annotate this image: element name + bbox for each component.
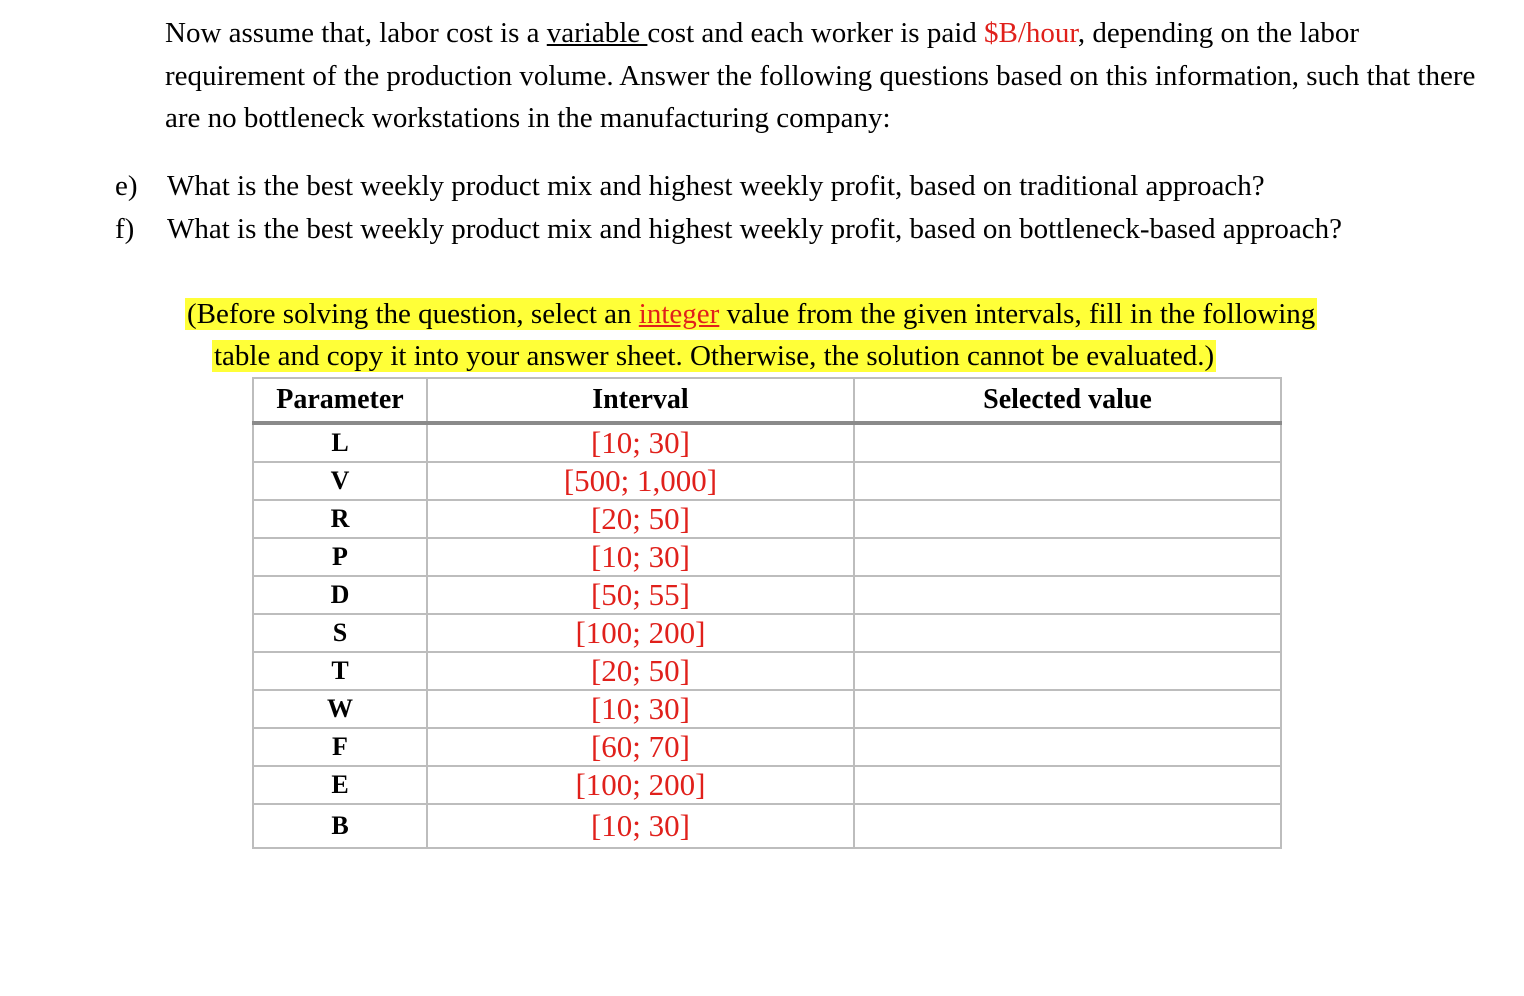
param-cell: P <box>253 538 427 576</box>
table-row <box>253 766 1281 804</box>
param-cell: W <box>253 690 427 728</box>
interval-cell: [500; 1,000] <box>427 462 854 500</box>
table-row <box>253 614 1281 652</box>
interval-cell: [10; 30] <box>427 804 854 848</box>
param-cell: R <box>253 500 427 538</box>
selected-value-cell[interactable] <box>854 614 1281 652</box>
intro-text-1: Now assume that, labor cost is a <box>165 17 547 49</box>
interval-cell: [10; 30] <box>427 538 854 576</box>
param-cell: S <box>253 614 427 652</box>
intro-text-2: cost and each worker is paid <box>647 17 985 49</box>
table-row <box>253 804 1281 848</box>
table-header-row <box>253 378 1281 423</box>
question-label: e) <box>115 170 138 202</box>
intro-underlined-word: variable <box>546 17 648 49</box>
param-cell: B <box>253 804 427 848</box>
selected-value-cell[interactable] <box>854 423 1281 462</box>
interval-cell: [60; 70] <box>427 728 854 766</box>
instruction-line-1 <box>185 294 1317 334</box>
param-cell: F <box>253 728 427 766</box>
header-parameter: Parameter <box>253 378 427 423</box>
question-label: f) <box>115 213 135 245</box>
instruction-text-1a: (Before solving the question, select an <box>187 298 639 330</box>
table-row <box>253 690 1281 728</box>
selected-value-cell[interactable] <box>854 462 1281 500</box>
table-row <box>253 728 1281 766</box>
selected-value-cell[interactable] <box>854 728 1281 766</box>
question-text: What is the best weekly product mix and highest weekly profit, based on bottleneck-based approach? <box>167 213 1342 245</box>
table-row <box>253 538 1281 576</box>
intro-paragraph <box>165 12 1485 140</box>
table-row <box>253 652 1281 690</box>
table-row <box>253 576 1281 614</box>
header-selected-value: Selected value <box>854 378 1281 423</box>
interval-cell: [10; 30] <box>427 423 854 462</box>
interval-cell: [100; 200] <box>427 766 854 804</box>
instruction-text-2: table and copy it into your answer sheet. Otherwise, the solution cannot be evaluated.) <box>214 340 1215 372</box>
instruction-integer-word: integer <box>638 298 720 330</box>
header-interval: Interval <box>427 378 854 423</box>
selected-value-cell[interactable] <box>854 500 1281 538</box>
selected-value-cell[interactable] <box>854 766 1281 804</box>
param-cell: V <box>253 462 427 500</box>
selected-value-cell[interactable] <box>854 538 1281 576</box>
param-cell: T <box>253 652 427 690</box>
instruction-line-2 <box>212 336 1216 376</box>
selected-value-cell[interactable] <box>854 652 1281 690</box>
param-cell: L <box>253 423 427 462</box>
interval-cell: [20; 50] <box>427 500 854 538</box>
interval-cell: [20; 50] <box>427 652 854 690</box>
interval-cell: [100; 200] <box>427 614 854 652</box>
table-row <box>253 462 1281 500</box>
table-row <box>253 423 1281 462</box>
intro-wage-variable: $B/hour <box>984 17 1078 49</box>
intro-text-3: , depending on the labor requirement of the production volume. Answer the following questions based on this information, such that there are no bottleneck workstations in the manufacturing company: <box>165 17 1476 134</box>
selected-value-cell[interactable] <box>854 690 1281 728</box>
selected-value-cell[interactable] <box>854 576 1281 614</box>
selected-value-cell[interactable] <box>854 804 1281 848</box>
question-text: What is the best weekly product mix and highest weekly profit, based on traditional approach? <box>167 170 1265 202</box>
param-cell: D <box>253 576 427 614</box>
interval-cell: [10; 30] <box>427 690 854 728</box>
parameter-table <box>252 377 1282 849</box>
table-row <box>253 500 1281 538</box>
param-cell: E <box>253 766 427 804</box>
interval-cell: [50; 55] <box>427 576 854 614</box>
instruction-text-1b: value from the given intervals, fill in the following <box>719 298 1316 330</box>
